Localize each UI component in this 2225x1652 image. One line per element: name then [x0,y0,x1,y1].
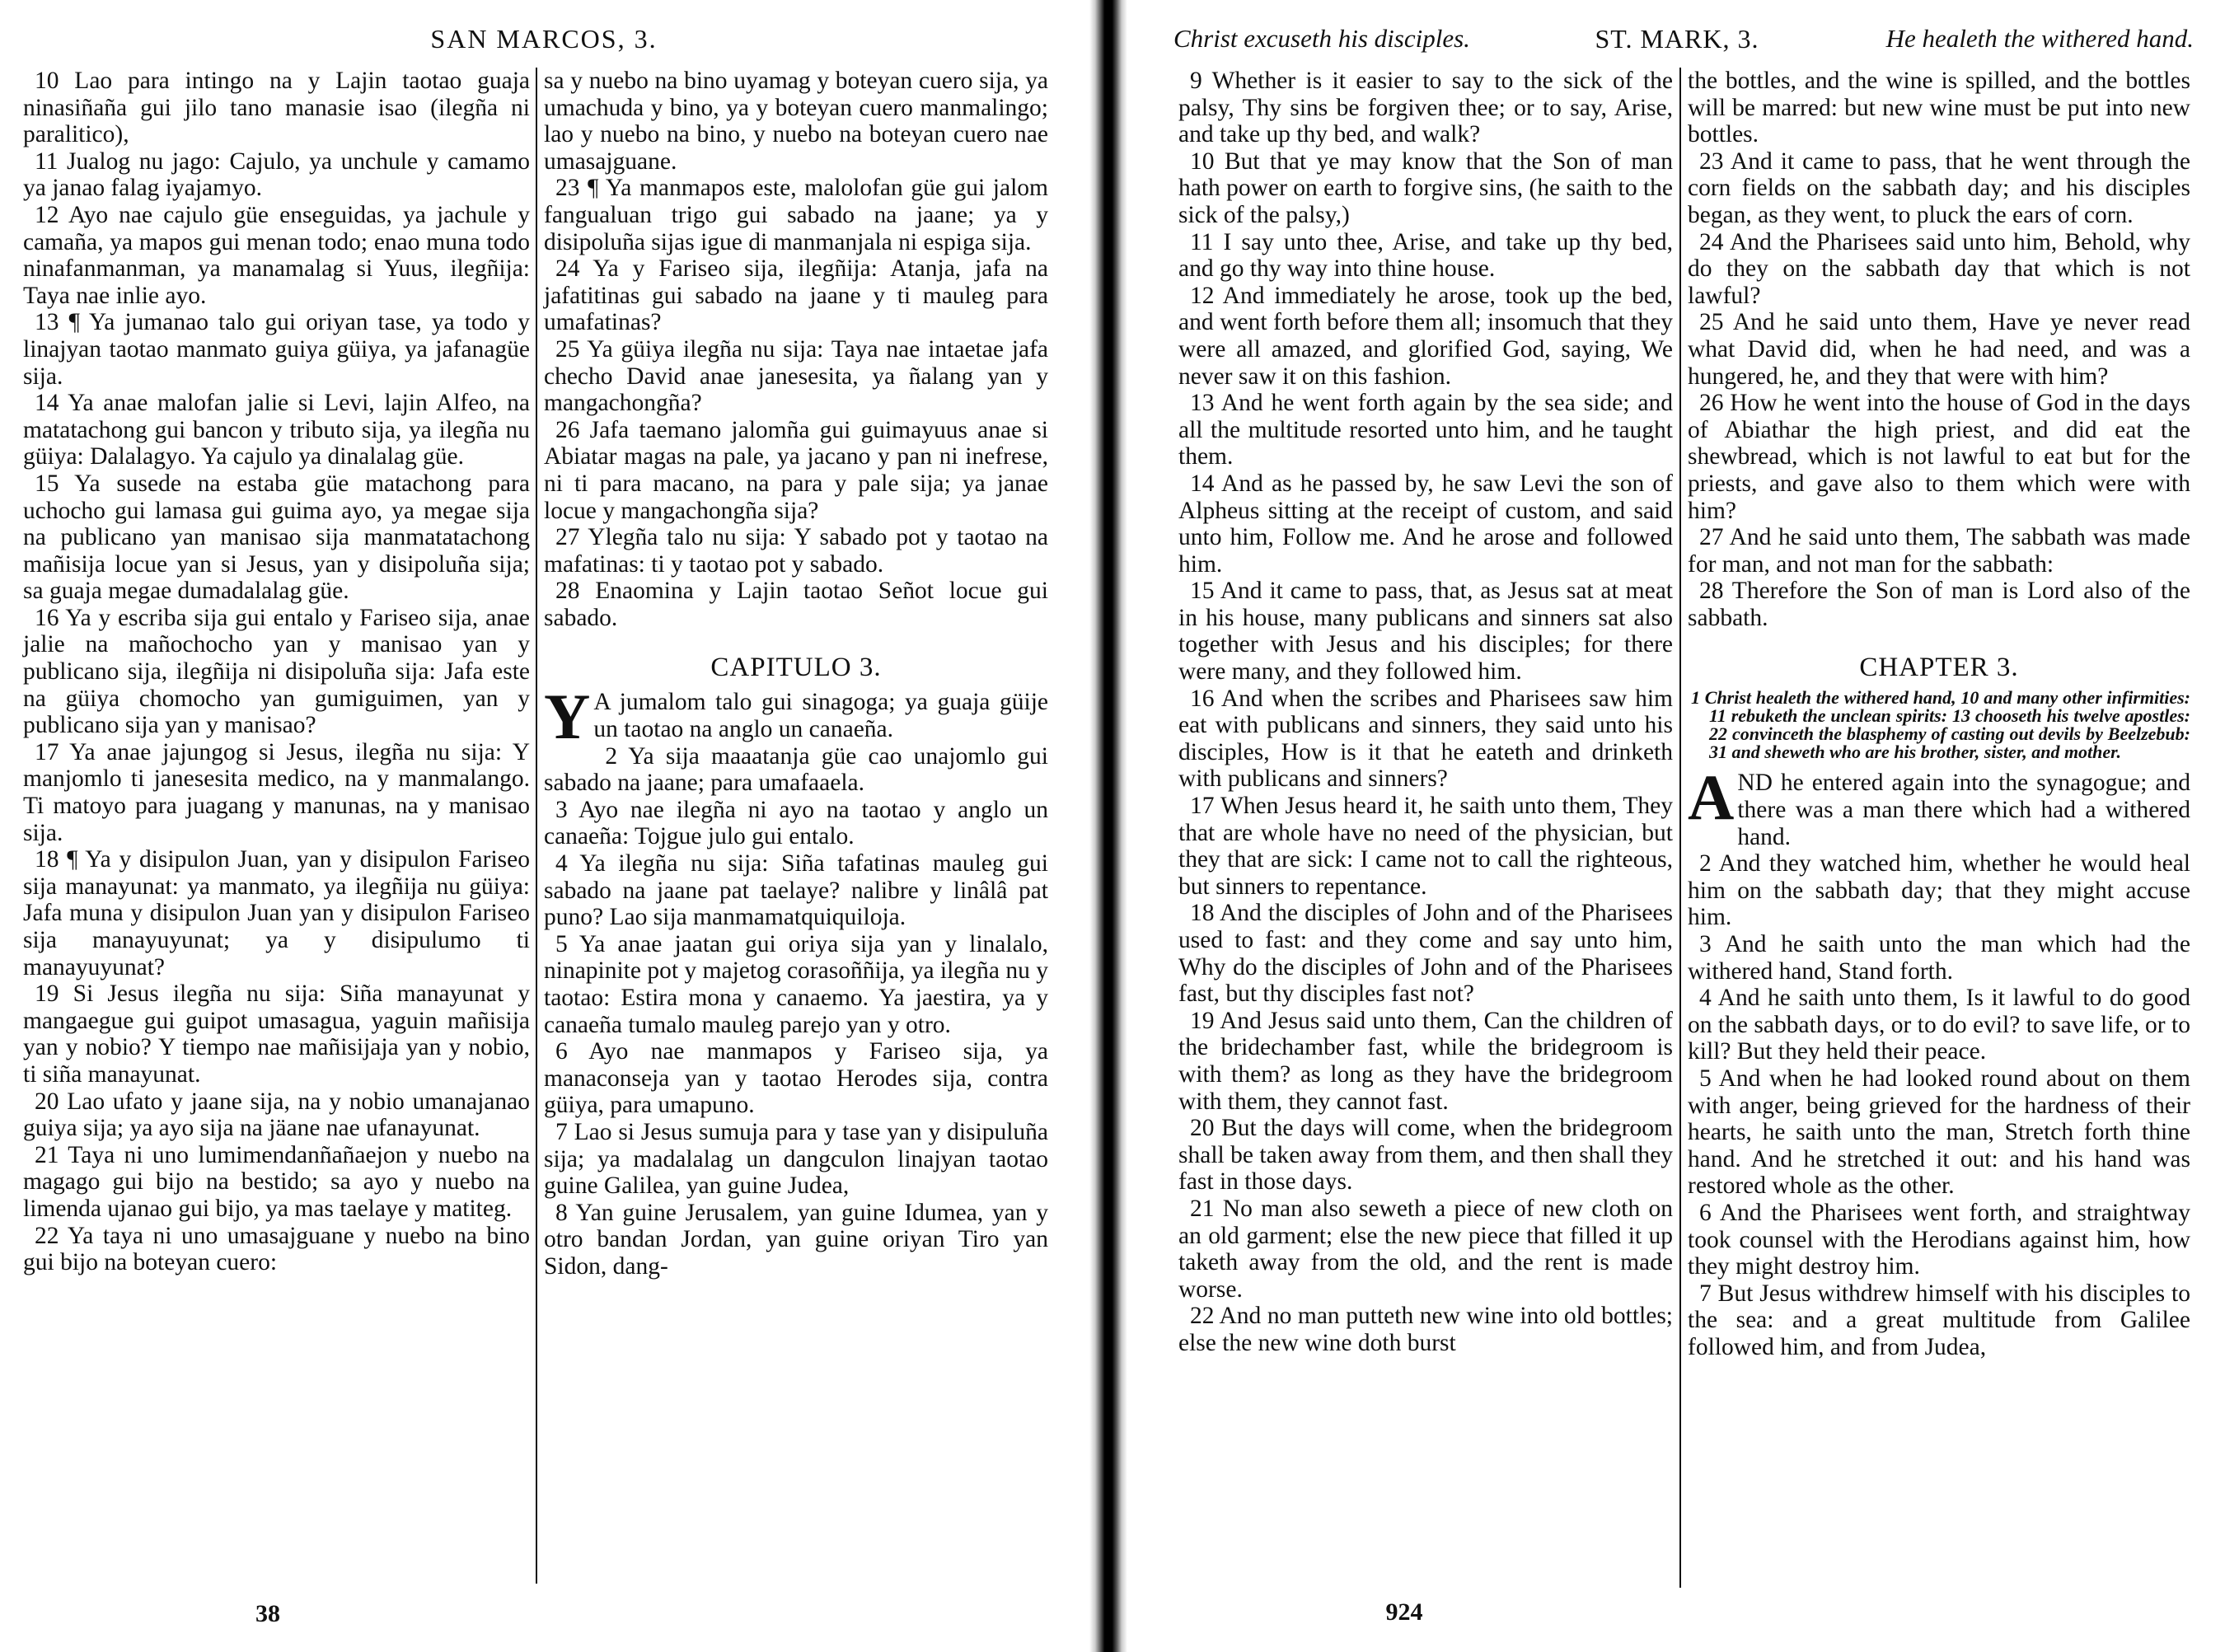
verse: 23 And it came to pass, that he went through the corn fields on the sabbath day; and his disciples began, as they went, to pluck the ears of corn. [1688,147,2190,228]
running-head-right: He healeth the withered hand. [1885,24,2194,53]
verse: 7 Lao si Jesus sumuja para y tase yan y disipuluña sija; ya madalalag un dangculon linajyan taotao guine Galilea, yan guine Judea, [544,1118,1048,1200]
verse: 17 Ya anae jajungog si Jesus, ilegña nu sija: Y manjomlo ti janesesita medico, na y manmalango. Ti matoyo para juagang y manunas, na y manisao sija. [23,738,530,846]
page-number: 924 [1385,1598,1423,1626]
verse: 11 Jualog nu jago: Cajulo, ya unchule y camamo ya janao falag iyajamyo. [23,147,530,202]
verse: 24 And the Pharisees said unto him, Behold, why do they on the sabbath day that which is not lawful? [1688,228,2190,309]
running-head-left: Christ excuseth his disciples. [1173,24,1470,53]
verse: 10 Lao para intingo na y Lajin taotao guaja ninasiñaña gui jilo tano manasie isao (ilegña ni paralitico), [23,68,530,148]
column-right-2 [1688,68,2190,1361]
verse: 15 And it came to pass, that, as Jesus sat at meat in his house, many publicans and sinners sat also together with Jesus and his disciples; for there were many, and they followed him. [1178,578,1673,686]
verse: 2 Ya sija maaatanja güe cao unajomlo gui sabado na jaane; para umafaaela. [544,742,1048,797]
verse: 20 But the days will come, when the bridegroom shall be taken away from them, and then shall they fast in those days. [1178,1115,1673,1196]
chapter-heading: CHAPTER 3. [1859,653,2019,683]
running-head [1129,18,2225,59]
verse: 13 And he went forth again by the sea side; and all the multitude resorted unto him, and he taught them. [1178,390,1673,470]
verse: 20 Lao ufato y jaane sija, na y nobio umanajanao guiya sija; ya ayo sija na jäane nae ufanayunat. [23,1088,530,1142]
verse: 3 Ayo nae ilegña ni ayo na taotao y anglo un canaeña: Tojgue julo gui entalo. [544,796,1048,850]
verse: 21 Taya ni uno lumimendanñañaejon y nuebo na magago gui bijo na bestido; sa ayo y nuebo na limenda ujanao gui bijo, ya mas taelaye y matiteg. [23,1141,530,1222]
verse: 23 ¶ Ya manmapos este, malolofan güe gui jalom fangualuan trigo gui sabado na jaane; ya y disipoluña sijas igue di manmanjala ni espiga sija. [544,175,1048,255]
verse: the bottles, and the wine is spilled, and the bottles will be marred: but new wine must be put into new bottles. [1688,68,2190,148]
verse: 16 Ya y escriba sija gui entalo y Fariseo sija, anae jalie na mañochocho yan y manisao yan y publicano sija, ilegñija ni disipoluña sija: Jafa este na güiya chomocho yan gumiguimen, yan y publicano sija yan y manisao? [23,604,530,739]
page-number: 38 [255,1600,280,1627]
verse: 22 Ya taya ni uno umasajguane y nuebo na bino gui bijo na boteyan cuero: [23,1222,530,1276]
verse: 24 Ya y Fariseo sija, ilegñija: Atanja, jafa na jafatitinas gui sabado na jaane y ti mauleg para umafatinas? [544,255,1048,336]
verse: 12 And immediately he arose, took up the bed, and went forth before them all; insomuch that they were all amazed, and glorified God, saying, We never saw it on this fashion. [1178,282,1673,390]
drop-cap: A [1688,761,1735,834]
column-rule [536,68,537,1584]
verse: 27 And he said unto them, The sabbath was made for man, and not man for the sabbath: [1688,524,2190,578]
chapter-first-verse [1688,761,2190,850]
verse: 4 Ya ilegña nu sija: Siña tafatinas mauleg gui sabado na jaane pat taelaye? nalibre y linâlâ pat puno? Lao sija manmamatquiquiloja. [544,850,1048,931]
verse: 19 Si Jesus ilegña nu sija: Siña manayunat y mangaegue gui guipot umasagua, yaguin mañisija yan y nobio? Y tiempo nae mañisijaja yan y nobio, ti siña manayunat. [23,980,530,1088]
verse: 28 Enaomina y Lajin taotao Señot locue gui sabado. [544,578,1048,631]
verse: 14 Ya anae malofan jalie si Levi, lajin Alfeo, na matatachong gui bancon y tributo sija, ya ilegña nu güiya: Dalalagyo. Ya cajulo ya dinalalag güe. [23,390,530,470]
verse: 18 ¶ Ya y disipulon Juan, yan y disipulon Fariseo sija manayunat: ya manmato, ya ilegñija nu güiya: Jafa muna y disipulon Juan yan y disipulon Fariseo sija manayuyunat; ya y disipulumo ti manayuyunat? [23,846,530,980]
column-left-1 [23,68,530,1276]
verse: 16 And when the scribes and Pharisees saw him eat with publicans and sinners, they said unto his disciples, How is it that he eateth and drinketh with publicans and sinners? [1178,685,1673,793]
chapter-summary: 1 Christ healeth the withered hand, 10 and many other infirmities: 11 rebuketh the unclean spirits: 13 chooseth his twelve apostles: 22 convinceth the blasphemy of casting out devils by Beelzebub: 31 and sheweth who are his brother, sister, and mother. [1691,687,2190,763]
verse: 6 And the Pharisees went forth, and straightway took counsel with the Herodians against him, how they might destroy him. [1688,1199,2190,1280]
verse: 19 And Jesus said unto them, Can the children of the bridechamber fast, while the bridegroom is with them? as long as they have the bridegroom with them, they cannot fast. [1178,1007,1673,1115]
right-page [1129,0,2225,1652]
verse: 7 But Jesus withdrew himself with his disciples to the sea: and a great multitude from Galilee followed him, and from Judea, [1688,1280,2190,1360]
verse: 26 How he went into the house of God in the days of Abiathar the high priest, and did eat the shewbread, which is not lawful to eat but for the priests, and gave also to them which were with him? [1688,390,2190,524]
drop-cap: Y [544,681,591,753]
verse: sa y nuebo na bino uyamag y boteyan cuero sija, ya umachuda y bino, ya y boteyan cuero manmalingo; lao y nuebo na bino, y nuebo na boteyan cuero nae umasajguane. [544,68,1048,175]
verse: 18 And the disciples of John and of the Pharisees used to fast: and they come and say unto him, Why do the disciples of John and of the Pharisees fast, but thy disciples fast not? [1178,900,1673,1008]
column-left-2 [544,68,1048,1280]
left-page [0,0,1088,1652]
verse: 4 And he saith unto them, Is it lawful to do good on the sabbath days, or to do evil? to save life, or to kill? But they held their peace. [1688,985,2190,1065]
chapter-heading: CAPITULO 3. [710,653,882,683]
column-right-1 [1178,68,1673,1357]
verse: 14 And as he passed by, he saw Levi the son of Alpheus sitting at the receipt of custom, and said unto him, Follow me. And he arose and followed him. [1178,470,1673,578]
chapter-first-verse [544,681,1048,753]
verse: 15 Ya susede na estaba güe matachong para uchocho gui lamasa gui guima ayo, ya megae sija na publicano yan manisao sija manmatatachong mañisija locue yan si Jesus, yan y disipoluña sija; sa guaja megae dumadalalag güe. [23,470,530,605]
verse: 25 And he said unto them, Have ye never read what David did, when he had need, and was a hungered, he, and they that were with him? [1688,309,2190,390]
verse: 22 And no man putteth new wine into old bottles; else the new wine doth burst [1178,1303,1673,1356]
first-verse-text: A jumalom talo gui sinagoga; ya guaja güije un taotao na anglo un canaeña. [593,689,1048,743]
verse: 25 Ya güiya ilegña nu sija: Taya nae intaetae jafa checho David anae janesesita, ya ñalang yan y mangachongña? [544,335,1048,417]
verse: 5 And when he had looked round about on them with anger, being grieved for the hardness of their hearts, he saith unto the man, Stretch forth thine hand. And he stretched it out: and his hand was restored whole as the other. [1688,1065,2190,1200]
verse: 11 I say unto thee, Arise, and take up thy bed, and go thy way into thine house. [1178,228,1673,283]
verse: 26 Jafa taemano jalomña gui guimayuus anae si Abiatar magas na pale, ya jacano y pan ni inefrese, ni ti para macano, na para y pale sija; ya janae locue y mangachongña sija? [544,416,1048,524]
verse: 2 And they watched him, whether he would heal him on the sabbath day; that they might accuse him. [1688,850,2190,931]
running-head: SAN MARCOS, 3. [430,24,658,54]
verse: 10 But that ye may know that the Son of man hath power on earth to forgive sins, (he saith to the sick of the palsy,) [1178,147,1673,228]
verse: 13 ¶ Ya jumanao talo gui oriyan tase, ya todo y linajyan taotao manmato guiya güiya, ya jafanagüe sija. [23,309,530,390]
running-head-center: ST. MARK, 3. [1595,24,1759,54]
verse: 28 Therefore the Son of man is Lord also of the sabbath. [1688,578,2190,631]
verse: 3 And he saith unto the man which had the withered hand, Stand forth. [1688,931,2190,985]
verse: 17 When Jesus heard it, he saith unto them, They that are whole have no need of the physician, but they that are sick: I came not to call the righteous, but sinners to repentance. [1178,793,1673,900]
verse: 9 Whether is it easier to say to the sick of the palsy, Thy sins be forgiven thee; or to say, Arise, and take up thy bed, and walk? [1178,68,1673,148]
column-rule [1679,68,1681,1588]
verse: 6 Ayo nae manmapos y Fariseo sija, ya manaconseja yan y taotao Herodes sija, contra güiya, para umapuno. [544,1038,1048,1119]
verse: 21 No man also seweth a piece of new cloth on an old garment; else the new piece that filled it up taketh away from the old, and the rent is made worse. [1178,1195,1673,1303]
verse: 5 Ya anae jaatan gui oriya sija yan y linalalo, ninapinite pot y majetog corasoññija, ya ilegña nu y taotao: Estira mona y canaemo. Ya jaestira, ya y canaeña tumalo mauleg parejo yan y otro. [544,930,1048,1038]
verse: 8 Yan guine Jerusalem, yan guine Idumea, yan y otro bandan Jordan, yan guine oriyan Tiro yan Sidon, dang- [544,1199,1048,1280]
book-gutter [1089,0,1127,1652]
first-verse-text: ND he entered again into the synagogue; and there was a man there which had a withered hand. [1737,770,2190,850]
verse: 12 Ayo nae cajulo güe enseguidas, ya jachule y camaña, ya mapos gui menan todo; enao muna todo ninafanmanman, ya manamalag si Yuus, ilegñija: Taya nae inlie ayo. [23,201,530,309]
verse: 27 Ylegña talo nu sija: Y sabado pot y taotao na mafatinas: ti y taotao pot y sabado. [544,524,1048,578]
